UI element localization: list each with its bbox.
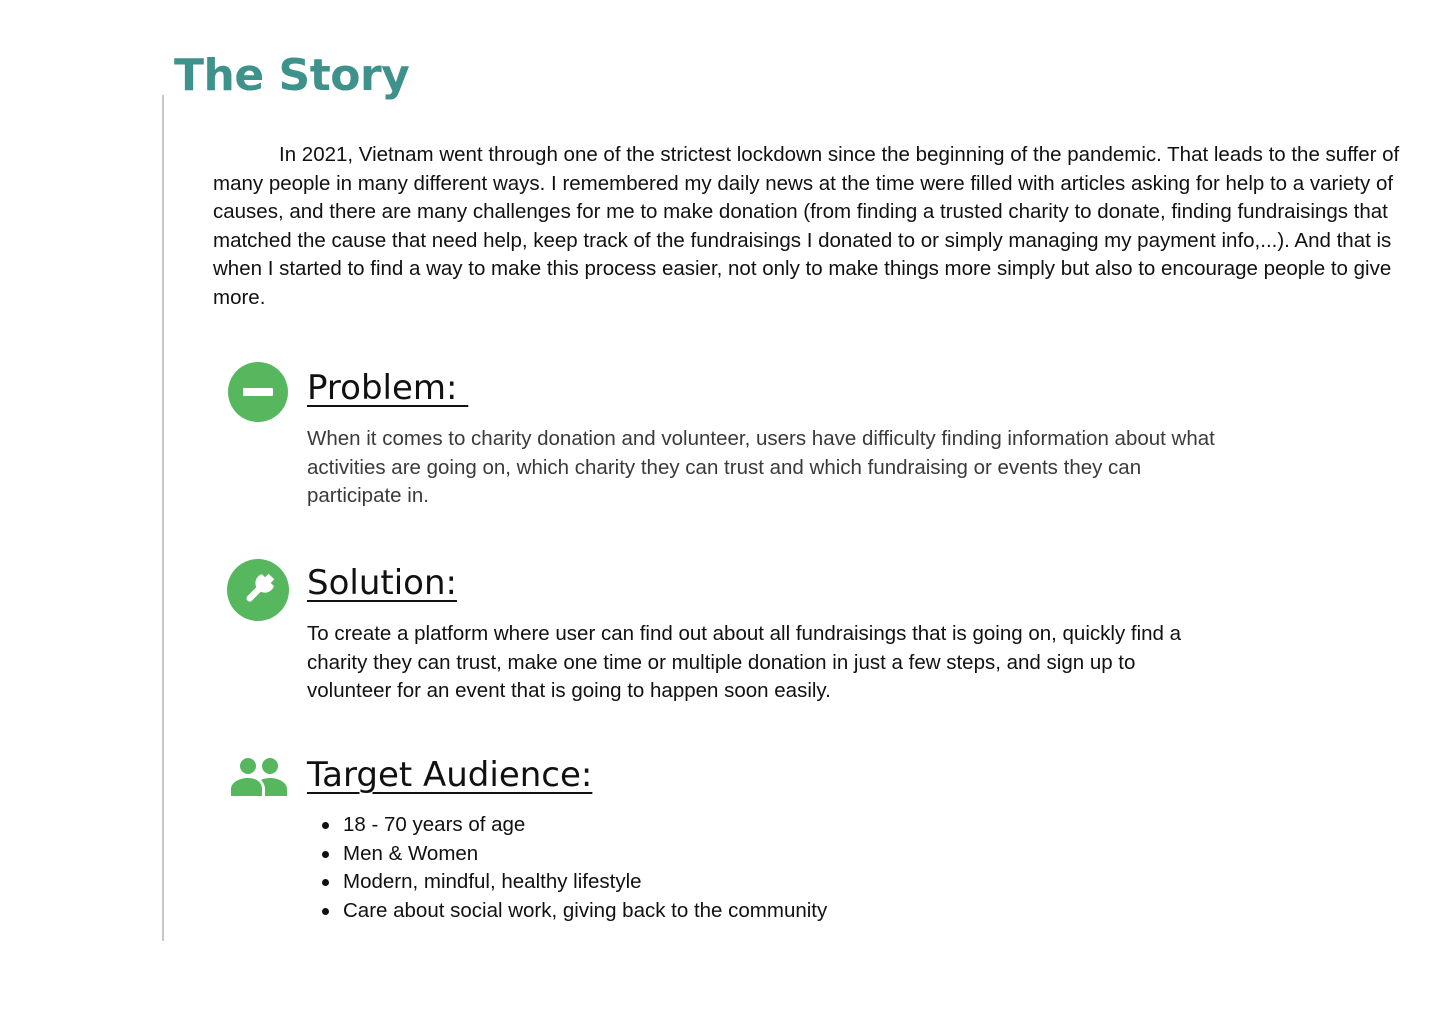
- story-intro: In 2021, Vietnam went through one of the strictest lockdown since the beginning of the pandemic. That leads to the suffer of many people in many different ways. I remembered my daily news at the time were filled with articles asking for help to a variety of causes, and there are many challenges for me to make donation (from finding a trusted charity to donate, finding fundraisings that matched the cause that need help, keep track of the fundraisings I donated to or simply managing my payment info,...). And that is when I started to find a way to make this process easier, not only to make things more simply but also to encourage people to give more.: [213, 143, 1400, 309]
- audience-heading: Target Audience:: [307, 755, 593, 795]
- list-item: Men & Women: [343, 840, 827, 869]
- list-item: 18 - 70 years of age: [343, 811, 827, 840]
- wrench-icon: [227, 559, 289, 621]
- problem-text: When it comes to charity donation and volunteer, users have difficulty finding information about what activities are going on, which charity they can trust and which fundraising or events they can participate in.: [307, 427, 1215, 508]
- solution-text: To create a platform where user can find out about all fundraisings that is going on, quickly find a charity they can trust, make one time or multiple donation in just a few steps, and sign up to volunteer for an event that is going to happen soon easily.: [307, 622, 1182, 703]
- list-item: Care about social work, giving back to the community: [343, 897, 827, 926]
- people-icon: [229, 752, 289, 800]
- vertical-divider: [162, 95, 164, 941]
- audience-list: [343, 811, 827, 925]
- page-title: The Story: [174, 50, 410, 101]
- list-item: Modern, mindful, healthy lifestyle: [343, 868, 827, 897]
- problem-heading: Problem:: [307, 368, 469, 408]
- minus-circle-icon: [228, 362, 290, 424]
- solution-heading: Solution:: [307, 563, 457, 603]
